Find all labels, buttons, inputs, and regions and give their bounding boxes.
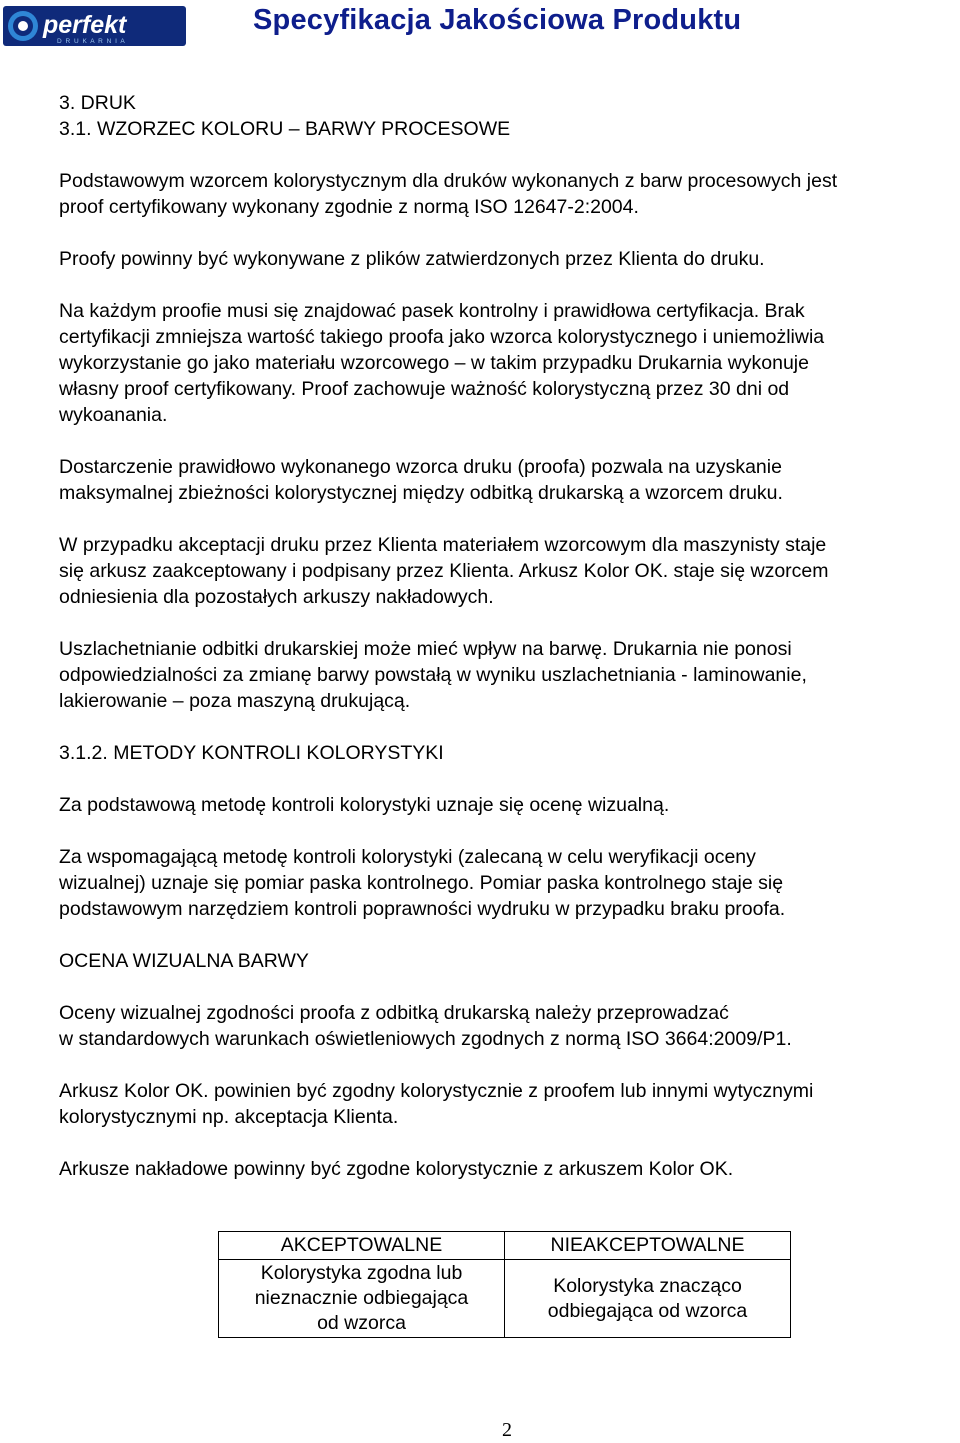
paragraph-line: Proofy powinny być wykonywane z plików zatwierdzonych przez Klienta do druku. bbox=[59, 248, 765, 270]
subsection-heading: 3.1. WZORZEC KOLORU – BARWY PROCESOWE bbox=[59, 118, 511, 140]
page-header bbox=[0, 0, 960, 48]
paragraph-line: Za wspomagającą metodę kontroli kolorystyki (zalecaną w celu weryfikacji oceny bbox=[59, 846, 756, 868]
cell-line: od wzorca bbox=[317, 1312, 406, 1334]
table-header-row bbox=[219, 1232, 791, 1260]
paragraph-line: wizualnej) uznaje się pomiar paska kontrolnego. Pomiar paska kontrolnego staje się bbox=[59, 872, 784, 894]
table-row bbox=[219, 1260, 791, 1338]
paragraph-line: odpowiedzialności za zmianę barwy powstałą w wyniku uszlachetniania - laminowanie, bbox=[59, 664, 807, 686]
paragraph-line: Za podstawową metodę kontroli kolorystyki uznaje się ocenę wizualną. bbox=[59, 794, 670, 816]
page-number: 2 bbox=[502, 1419, 512, 1441]
paragraph-line: Arkusze nakładowe powinny być zgodne kolorystycznie z arkuszem Kolor OK. bbox=[59, 1158, 734, 1180]
color-acceptance-table bbox=[218, 1231, 791, 1338]
paragraph-line: Na każdym proofie musi się znajdować pasek kontrolny i prawidłowa certyfikacja. Brak bbox=[59, 300, 805, 322]
paragraph-line: kolorystycznymi np. akceptacja Klienta. bbox=[59, 1106, 399, 1128]
paragraph-line: W przypadku akceptacji druku przez Klienta materiałem wzorcowym dla maszynisty staje bbox=[59, 534, 827, 556]
subheading: OCENA WIZUALNA BARWY bbox=[59, 950, 309, 972]
paragraph-line: certyfikacji zmniejsza wartość takiego proofa jako wzorca kolorystycznego i uniemożliwia bbox=[59, 326, 825, 348]
cell-line: odbiegająca od wzorca bbox=[547, 1299, 748, 1322]
paragraph-line: własny proof certyfikowany. Proof zachowuje ważność kolorystyczną przez 30 dni od bbox=[59, 378, 790, 400]
paragraph-line: maksymalnej zbieżności kolorystycznej między odbitką drukarską a wzorcem druku. bbox=[59, 482, 783, 504]
table-header-cell: NIEAKCEPTOWALNE bbox=[505, 1232, 791, 1260]
cell-line: nieznacznie odbiegająca bbox=[254, 1287, 469, 1309]
paragraph-line: się arkusz zaakceptowany i podpisany przez Klienta. Arkusz Kolor OK. staje się wzorcem bbox=[59, 560, 829, 582]
paragraph-line: Dostarczenie prawidłowo wykonanego wzorca druku (proofa) pozwala na uzyskanie bbox=[59, 456, 782, 478]
paragraph-line: wykorzystanie go jako materiału wzorcowego – w takim przypadku Drukarnia wykonuje bbox=[59, 352, 809, 374]
cell-line: Kolorystyka zgodna lub bbox=[260, 1262, 463, 1284]
paragraph-line: Uszlachetnianie odbitki drukarskiej może mieć wpływ na barwę. Drukarnia nie ponosi bbox=[59, 638, 792, 660]
cell-line: Kolorystyka znacząco bbox=[553, 1274, 742, 1297]
table-cell bbox=[219, 1260, 505, 1338]
svg-text:D R U K A R N I A: D R U K A R N I A bbox=[57, 38, 126, 45]
paragraph-line: Podstawowym wzorcem kolorystycznym dla druków wykonanych z barw procesowych jest bbox=[59, 170, 838, 192]
table-cell bbox=[505, 1260, 791, 1338]
paragraph-line: Oceny wizualnej zgodności proofa z odbitką drukarską należy przeprowadzać bbox=[59, 1002, 729, 1024]
paragraph-line: w standardowych warunkach oświetleniowych zgodnych z normą ISO 3664:2009/P1. bbox=[59, 1028, 792, 1050]
svg-text:perfekt: perfekt bbox=[43, 11, 127, 39]
document-title: Specyfikacja Jakościowa Produktu bbox=[253, 4, 742, 36]
paragraph-line: lakierowanie – poza maszyną drukującą. bbox=[59, 690, 411, 712]
table-header-cell: AKCEPTOWALNE bbox=[219, 1232, 505, 1260]
paragraph-line: proof certyfikowany wykonany zgodnie z normą ISO 12647-2:2004. bbox=[59, 196, 639, 218]
paragraph-line: wykoanania. bbox=[59, 404, 168, 426]
paragraph-line: Arkusz Kolor OK. powinien być zgodny kolorystycznie z proofem lub innymi wytycznymi bbox=[59, 1080, 814, 1102]
document-body bbox=[59, 90, 959, 1182]
paragraph-line: odniesienia dla pozostałych arkuszy nakładowych. bbox=[59, 586, 494, 608]
perfekt-logo bbox=[3, 6, 186, 46]
paragraph-line: podstawowym narzędziem kontroli poprawności wydruku w przypadku braku proofa. bbox=[59, 898, 786, 920]
section-heading: 3. DRUK bbox=[59, 92, 136, 114]
subsection-heading: 3.1.2. METODY KONTROLI KOLORYSTYKI bbox=[59, 742, 444, 764]
